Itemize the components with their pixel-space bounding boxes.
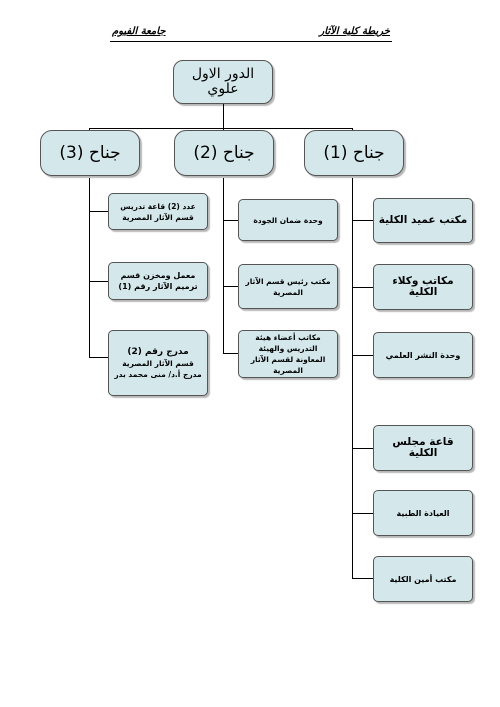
wing1-item-dean-office: مكتب عميد الكلية bbox=[373, 198, 473, 243]
wing-1-node: جناح (1) bbox=[304, 130, 404, 176]
connector-wing2-item3 bbox=[223, 353, 238, 354]
wing1-item-council-hall: قاعة مجلس الكلية bbox=[373, 425, 473, 471]
connector-wing1-spine bbox=[352, 178, 353, 578]
connector-wings-bar bbox=[89, 128, 352, 129]
wing1-item-vice-deans-offices: مكاتب وكلاء الكلية bbox=[373, 264, 473, 310]
connector-wing3-item1 bbox=[89, 211, 108, 212]
root-line1: الدور الاول bbox=[191, 66, 255, 82]
connector-root-down bbox=[223, 104, 224, 128]
wing-3-node: جناح (3) bbox=[40, 130, 140, 176]
connector-wing3-item2 bbox=[89, 281, 108, 282]
connector-wing1-item3 bbox=[352, 355, 373, 356]
connector-wing1-item4 bbox=[352, 448, 373, 449]
connector-wing3-item3 bbox=[89, 357, 108, 358]
connector-wing1-item5 bbox=[352, 513, 373, 514]
connector-wing1-item6 bbox=[352, 578, 373, 579]
header-university: جامعة الفيوم bbox=[112, 26, 166, 37]
wing1-item-medical-clinic: العيادة الطبية bbox=[373, 490, 473, 536]
connector-wing1-item1 bbox=[352, 220, 373, 221]
connector-wing2-item1 bbox=[223, 220, 238, 221]
root-line2: علوي bbox=[207, 81, 239, 97]
wing1-item-publishing-unit: وحدة النشر العلمي bbox=[373, 332, 473, 378]
lecture-hall-line2: قسم الآثار المصرية bbox=[122, 358, 194, 368]
wing3-item-restoration-lab: معمل ومخزن قسم ترميم الآثار رقم (1) bbox=[108, 262, 208, 300]
lecture-hall-line3: مدرج أ.د/ منى محمد بدر bbox=[114, 369, 202, 379]
connector-wing1-item2 bbox=[352, 287, 373, 288]
wing2-item-quality-unit: وحدة ضمان الجودة bbox=[238, 199, 338, 241]
wing3-item-lecture-hall-2 bbox=[108, 330, 208, 396]
wing1-item-secretary-office: مكتب أمين الكلية bbox=[373, 556, 473, 602]
wing2-item-staff-offices: مكاتب أعضاء هيئة التدريس والهيئة المعاونة لقسم الآثار المصرية bbox=[238, 330, 338, 378]
connector-wing2-item2 bbox=[223, 286, 238, 287]
header-rule bbox=[110, 41, 392, 42]
wing3-item-teaching-halls: عدد (2) قاعة تدريس قسم الآثار المصرية bbox=[108, 193, 208, 230]
root-node-first-floor bbox=[173, 60, 273, 104]
lecture-hall-line1: مدرج رقم (2) bbox=[127, 346, 189, 357]
wing-2-node: جناح (2) bbox=[174, 130, 274, 176]
connector-wing3-spine bbox=[89, 178, 90, 357]
header-map-title: خريطة كلية الآثار bbox=[319, 26, 390, 37]
wing2-item-dept-head-office: مكتب رئيس قسم الآثار المصرية bbox=[238, 264, 338, 309]
connector-wing2-spine bbox=[223, 178, 224, 353]
